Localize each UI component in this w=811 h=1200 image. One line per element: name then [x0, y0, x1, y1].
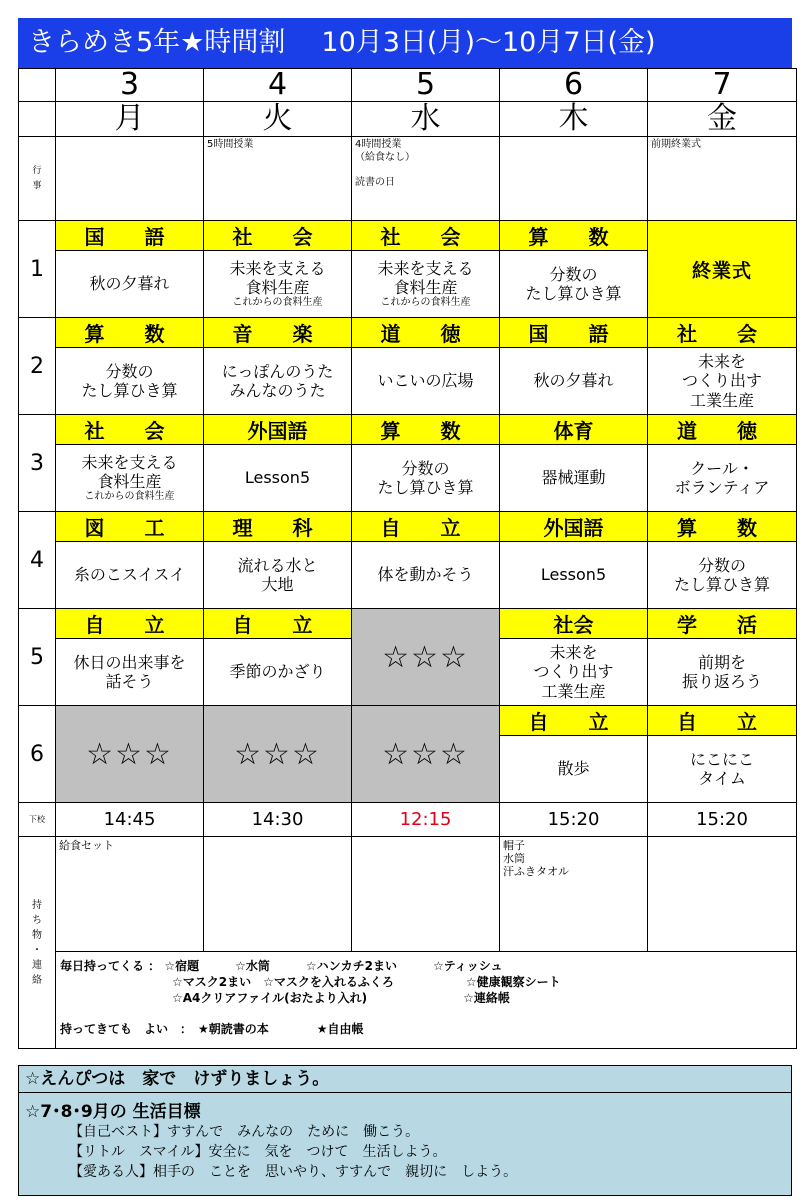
subject-cell: 算 数 [648, 512, 797, 542]
lesson-cell [352, 348, 500, 415]
day-items [648, 837, 797, 952]
lesson-cell [204, 251, 352, 318]
dismissal-time: 15:20 [648, 803, 797, 837]
lesson-cell [500, 542, 648, 609]
day-event: 前期終業式 [648, 137, 797, 221]
subject-cell: 算 数 [352, 415, 500, 445]
lesson-cell [56, 445, 204, 512]
period-number: 6 [19, 706, 56, 803]
period-number: 4 [19, 512, 56, 609]
subject-cell: 理 科 [204, 512, 352, 542]
optional-items: 持ってきても よい ： ★朝読書の本 ★自由帳 [60, 1021, 364, 1036]
empty-slot: ☆☆☆ [352, 706, 500, 803]
page-title: きらめき5年★時間割 [28, 27, 286, 58]
subject-cell: 自 立 [204, 609, 352, 639]
period-number: 2 [19, 318, 56, 415]
subject-cell: 道 徳 [352, 318, 500, 348]
day-event: 5時間授業 [204, 137, 352, 221]
empty-slot: ☆☆☆ [56, 706, 204, 803]
lesson-title: 休日の出来事を 話そう [73, 652, 186, 691]
day-weekday: 火 [204, 102, 352, 137]
lesson-cell [204, 348, 352, 415]
subject-cell: 社会 [500, 609, 648, 639]
subject-cell: 道 徳 [648, 415, 797, 445]
day-items [204, 837, 352, 952]
lesson-cell [352, 542, 500, 609]
lesson-cell [500, 348, 648, 415]
lesson-note: これからの食料生産 [84, 491, 175, 503]
day-weekday: 木 [500, 102, 648, 137]
lesson-note: これからの食料生産 [380, 297, 471, 309]
day-weekday: 金 [648, 102, 797, 137]
subject-cell: 国 語 [56, 221, 204, 251]
lesson-title: 流れる水と 大地 [237, 555, 318, 594]
lesson-cell [500, 736, 648, 803]
subject-cell: 体育 [500, 415, 648, 445]
subject-cell: 自 立 [352, 512, 500, 542]
daily-line-3: ☆A4クリアファイル(おたより入れ) ☆連絡帳 [172, 991, 510, 1006]
subject-cell: 音 楽 [204, 318, 352, 348]
day-date: 3 [56, 69, 204, 102]
belongings-label: 持 ち 物 ・ 連 絡 [19, 837, 56, 1049]
lesson-title: 未来を支える 食料生産 [377, 258, 474, 297]
lesson-note: これからの食料生産 [232, 297, 323, 309]
lesson-cell [352, 445, 500, 512]
lesson-cell [648, 542, 797, 609]
day-event: 4時間授業 （給食なし） 読書の日 [352, 137, 500, 221]
lesson-title: 未来を つくり出す 工業生産 [681, 352, 762, 410]
subject-cell: 社 会 [352, 221, 500, 251]
life-goal-2: 【リトル スマイル】安全に 気を つけて 生活しよう。 [69, 1144, 447, 1160]
subject-cell: 国 語 [500, 318, 648, 348]
subject-cell: 自 立 [648, 706, 797, 736]
subject-cell: 図 工 [56, 512, 204, 542]
day-items [352, 837, 500, 952]
subject-cell: 外国語 [500, 512, 648, 542]
life-goal-1: 【自己ベスト】すすんで みんなの ために 働こう。 [69, 1124, 420, 1140]
dismissal-time: 15:20 [500, 803, 648, 837]
lesson-cell [648, 348, 797, 415]
corner-cell [19, 102, 56, 137]
dismissal-time: 14:45 [56, 803, 204, 837]
lesson-title: 分数の たし算ひき算 [377, 458, 474, 497]
dismissal-time: 12:15 [352, 803, 500, 837]
day-weekday: 水 [352, 102, 500, 137]
timetable [18, 68, 797, 1049]
period-number: 3 [19, 415, 56, 512]
day-event [56, 137, 204, 221]
lesson-cell [204, 639, 352, 706]
lesson-cell [56, 348, 204, 415]
lesson-title: 季節のかざり [229, 662, 326, 682]
lesson-title: 前期を 振り返ろう [681, 652, 762, 691]
day-items: 給食セット [56, 837, 204, 952]
lesson-cell [56, 542, 204, 609]
lesson-title: 未来を つくり出す 工業生産 [533, 643, 614, 701]
lesson-title: 未来を支える 食料生産 [81, 452, 178, 491]
lesson-title: 散歩 [557, 759, 590, 779]
life-goal-3: 【愛ある人】相手の ことを 思いやり、すすんで 親切に しよう。 [69, 1164, 518, 1180]
lesson-title: にこにこ タイム [689, 749, 754, 788]
lesson-cell [352, 251, 500, 318]
subject-cell: 社 会 [648, 318, 797, 348]
lesson-cell [204, 542, 352, 609]
title-banner [18, 18, 792, 68]
lesson-cell [500, 251, 648, 318]
subject-cell: 学 活 [648, 609, 797, 639]
subject-cell: 自 立 [500, 706, 648, 736]
daily-items [56, 952, 797, 1049]
daily-line-2: ☆マスク2まい ☆マスクを入れるふくろ ☆健康観察シート [172, 975, 561, 990]
lesson-cell [204, 445, 352, 512]
day-items: 帽子 水筒 汗ふきタオル [500, 837, 648, 952]
dismissal-time: 14:30 [204, 803, 352, 837]
day-date: 4 [204, 69, 352, 102]
lesson-title: 分数の たし算ひき算 [673, 555, 770, 594]
daily-line-1: 毎日持ってくる ： ☆宿題 ☆水筒 ☆ハンカチ2まい ☆ティッシュ [60, 959, 503, 973]
corner-cell [19, 69, 56, 102]
day-date: 6 [500, 69, 648, 102]
subject-cell: 社 会 [204, 221, 352, 251]
day-weekday: 月 [56, 102, 204, 137]
lesson-title: いこいの広場 [377, 371, 474, 391]
life-goals-title: ☆7･8･9月の 生活目標 [25, 1102, 201, 1122]
lesson-cell [56, 639, 204, 706]
day-date: 5 [352, 69, 500, 102]
lesson-title: 分数の たし算ひき算 [81, 361, 178, 400]
special-event-cell: 終業式 [648, 221, 797, 318]
pencil-note: ☆えんぴつは 家で けずりましょう。 [18, 1065, 792, 1093]
lesson-title: クール・ ボランティア [674, 458, 770, 497]
lesson-title: 糸のこスイスイ [73, 565, 186, 585]
subject-cell: 社 会 [56, 415, 204, 445]
lesson-title: Lesson5 [244, 468, 311, 488]
lesson-cell [500, 639, 648, 706]
lesson-title: 秋の夕暮れ [533, 371, 614, 391]
lesson-title: 体を動かそう [377, 565, 474, 585]
lesson-cell [648, 736, 797, 803]
lesson-title: 未来を支える 食料生産 [229, 258, 326, 297]
lesson-title: 器械運動 [541, 468, 606, 488]
subject-cell: 自 立 [56, 609, 204, 639]
subject-cell: 外国語 [204, 415, 352, 445]
subject-cell: 算 数 [56, 318, 204, 348]
event-label: 行 事 [19, 137, 56, 221]
empty-slot: ☆☆☆ [204, 706, 352, 803]
lesson-cell [648, 639, 797, 706]
lesson-cell [648, 445, 797, 512]
empty-slot: ☆☆☆ [352, 609, 500, 706]
lesson-title: 分数の たし算ひき算 [525, 264, 622, 303]
dismissal-label: 下校 [19, 803, 56, 837]
lesson-title: にっぽんのうた みんなのうた [221, 361, 334, 400]
date-range: 10月3日(月)～10月7日(金) [321, 27, 656, 58]
life-goals-box [18, 1093, 792, 1196]
day-event [500, 137, 648, 221]
subject-cell: 算 数 [500, 221, 648, 251]
day-date: 7 [648, 69, 797, 102]
period-number: 5 [19, 609, 56, 706]
lesson-cell [500, 445, 648, 512]
lesson-cell [56, 251, 204, 318]
lesson-title: Lesson5 [540, 565, 607, 585]
period-number: 1 [19, 221, 56, 318]
lesson-title: 秋の夕暮れ [89, 274, 170, 294]
